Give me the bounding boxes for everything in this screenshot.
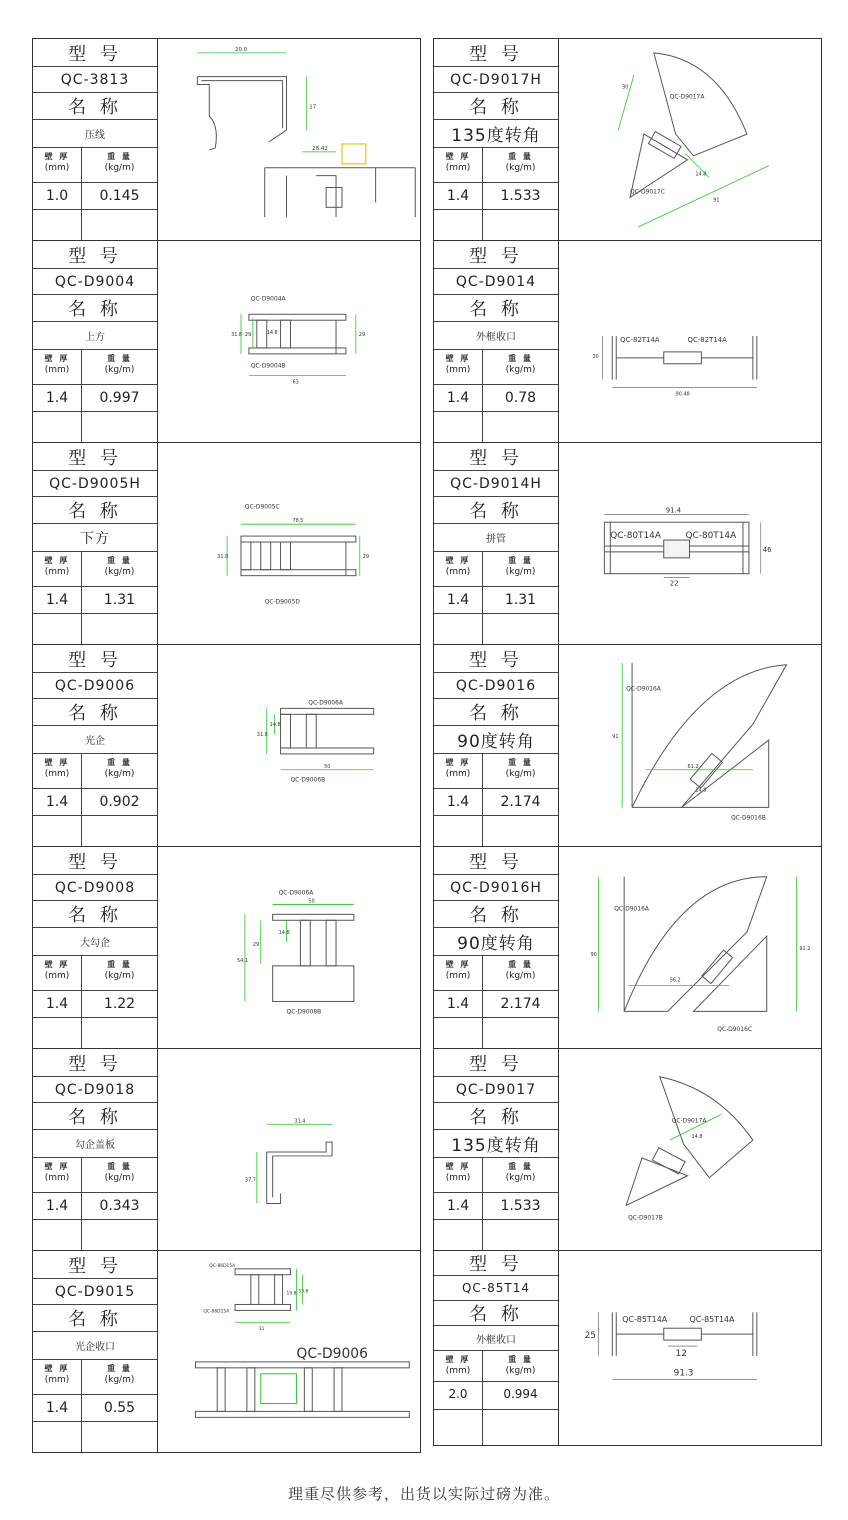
model-heading: 型 号 xyxy=(33,241,157,269)
weight-value: 2.174 xyxy=(500,794,541,810)
weight-heading: 重 量 xyxy=(107,1364,132,1373)
thickness-value: 1.4 xyxy=(45,390,69,406)
dimension-label: 61.2 xyxy=(687,763,699,770)
part-label: QC-86D15A xyxy=(209,1263,236,1269)
thickness-unit: (mm) xyxy=(44,971,70,981)
product-name: 外框收口 xyxy=(434,1326,558,1351)
weight-value: 0.343 xyxy=(99,1198,140,1214)
profile-drawing xyxy=(558,241,821,442)
thickness-unit: (mm) xyxy=(44,1173,70,1183)
name-heading: 名 称 xyxy=(434,901,558,928)
model-heading: 型 号 xyxy=(434,847,558,875)
model-heading: 型 号 xyxy=(434,39,558,67)
part-label: QC-82T14A xyxy=(620,335,660,344)
thickness-value: 1.4 xyxy=(446,996,470,1012)
name-heading: 名 称 xyxy=(434,1301,558,1326)
weight-heading: 重 量 xyxy=(107,556,132,565)
part-label: QC-D9006 xyxy=(296,1345,368,1362)
thickness-heading: 壁 厚 xyxy=(44,1162,70,1171)
profile-drawing xyxy=(558,645,821,846)
model-heading: 型 号 xyxy=(434,1251,558,1276)
part-label: QC-85T14A xyxy=(689,1315,735,1325)
dimension-label: 14.8 xyxy=(266,330,278,337)
dimension-label: 91.4 xyxy=(665,506,682,515)
product-name: 拼管 xyxy=(434,524,558,552)
weight-unit: (kg/m) xyxy=(104,567,135,577)
thickness-value: 1.4 xyxy=(446,592,470,608)
thickness-value: 1.4 xyxy=(446,390,470,406)
dimension-label: 91 xyxy=(713,197,720,204)
thickness-heading: 壁 厚 xyxy=(445,556,471,565)
dimension-label: 90.48 xyxy=(675,391,690,398)
weight-heading: 重 量 xyxy=(107,354,132,363)
weight-heading: 重 量 xyxy=(508,354,533,363)
product-code: QC-D9014 xyxy=(434,269,558,295)
name-heading: 名 称 xyxy=(434,93,558,120)
product-info-table xyxy=(434,39,559,240)
weight-unit: (kg/m) xyxy=(505,1173,536,1183)
dimension-label: 50 xyxy=(324,763,331,770)
product-card-qc-d9016h xyxy=(433,846,822,1049)
dimension-label: 37.7 xyxy=(244,1177,256,1184)
part-label: QC-D9016A xyxy=(626,685,661,693)
weight-heading: 重 量 xyxy=(508,152,533,161)
dimension-label: 14.8 xyxy=(695,171,707,178)
weight-unit: (kg/m) xyxy=(505,769,536,779)
dimension-label: 19.8 xyxy=(286,1291,297,1297)
weight-unit: (kg/m) xyxy=(104,1375,135,1385)
weight-unit: (kg/m) xyxy=(505,567,536,577)
weight-heading: 重 量 xyxy=(107,758,132,767)
thickness-value: 1.4 xyxy=(45,1400,69,1416)
name-heading: 名 称 xyxy=(434,497,558,524)
thickness-value: 2.0 xyxy=(448,1387,468,1401)
product-info-table xyxy=(434,241,559,442)
product-card-qc-d9008 xyxy=(32,846,421,1049)
product-name: 下方 xyxy=(33,524,157,552)
thickness-unit: (mm) xyxy=(445,971,471,981)
thickness-unit: (mm) xyxy=(445,365,471,375)
weight-value: 1.22 xyxy=(103,996,136,1012)
product-info-table xyxy=(33,847,158,1048)
product-name: 135度转角 xyxy=(434,1130,558,1158)
footer-note: 理重尽供参考，出货以实际过磅为准。 xyxy=(287,1485,560,1503)
profile-drawing xyxy=(558,1251,821,1445)
product-name: 外框收口 xyxy=(434,322,558,350)
profile-drawing xyxy=(157,1049,420,1250)
product-info-table xyxy=(33,39,158,240)
thickness-heading: 壁 厚 xyxy=(44,758,70,767)
part-label: QC-D9006A xyxy=(308,699,344,707)
profile-drawing xyxy=(157,241,420,442)
weight-value: 0.902 xyxy=(99,794,140,810)
product-code: QC-D9014H xyxy=(434,471,558,497)
thickness-heading: 壁 厚 xyxy=(445,1162,471,1171)
dimension-label: 78.5 xyxy=(292,518,304,525)
dimension-label: 63 xyxy=(292,379,299,386)
thickness-unit: (mm) xyxy=(44,567,70,577)
model-heading: 型 号 xyxy=(434,443,558,471)
dimension-label: 12 xyxy=(675,1348,687,1359)
part-label: QC-D9004A xyxy=(250,295,286,303)
name-heading: 名 称 xyxy=(33,901,157,928)
dimension-label: 54.1 xyxy=(237,957,249,964)
thickness-heading: 壁 厚 xyxy=(445,758,471,767)
part-label: QC-D9006A xyxy=(278,889,314,897)
dimension-label: 31 xyxy=(258,1327,265,1333)
product-name: 压线 xyxy=(33,120,157,148)
product-name: 勾企盖板 xyxy=(33,1130,157,1158)
part-label: QC-D9017A xyxy=(669,93,705,101)
weight-value: 0.78 xyxy=(504,390,537,406)
product-code: QC-3813 xyxy=(33,67,157,93)
part-label: QC-D9006B xyxy=(290,776,326,784)
dimension-label: 14.8 xyxy=(695,787,707,794)
thickness-value: 1.4 xyxy=(446,1198,470,1214)
product-code: QC-D9017H xyxy=(434,67,558,93)
weight-unit: (kg/m) xyxy=(505,971,536,981)
dimension-label: 14.8 xyxy=(691,1134,703,1141)
product-code: QC-D9006 xyxy=(33,673,157,699)
model-heading: 型 号 xyxy=(33,1049,157,1077)
product-code: QC-D9017 xyxy=(434,1077,558,1103)
thickness-unit: (mm) xyxy=(445,567,471,577)
weight-value: 1.31 xyxy=(103,592,136,608)
thickness-value: 1.4 xyxy=(45,794,69,810)
product-code: QC-D9016H xyxy=(434,875,558,901)
dimension-label: 30 xyxy=(592,353,599,360)
part-label: QC-D9005D xyxy=(264,598,300,606)
product-card-qc-d9006 xyxy=(32,644,421,847)
dimension-label: 31.8 xyxy=(217,553,229,560)
thickness-value: 1.4 xyxy=(45,592,69,608)
profile-drawing xyxy=(157,1251,420,1452)
product-name: 90度转角 xyxy=(434,928,558,956)
product-code: QC-D9004 xyxy=(33,269,157,295)
weight-value: 2.174 xyxy=(500,996,541,1012)
model-heading: 型 号 xyxy=(33,39,157,67)
weight-unit: (kg/m) xyxy=(104,769,135,779)
product-info-table xyxy=(33,1251,158,1452)
product-info-table xyxy=(33,241,158,442)
product-code: QC-85T14 xyxy=(434,1276,558,1301)
product-card-qc-85t14 xyxy=(433,1250,822,1446)
weight-heading: 重 量 xyxy=(508,556,533,565)
dimension-label: 46 xyxy=(762,545,772,554)
weight-heading: 重 量 xyxy=(508,758,533,767)
product-code: QC-D9008 xyxy=(33,875,157,901)
weight-value: 1.31 xyxy=(504,592,537,608)
dimension-label: 30 xyxy=(622,84,629,91)
dimension-label: 14.8 xyxy=(269,722,281,729)
name-heading: 名 称 xyxy=(33,497,157,524)
dimension-label: 29 xyxy=(244,332,252,339)
thickness-heading: 壁 厚 xyxy=(445,1355,471,1364)
thickness-value: 1.4 xyxy=(45,996,69,1012)
name-heading: 名 称 xyxy=(33,699,157,726)
weight-unit: (kg/m) xyxy=(104,163,135,173)
part-label: QC-D9017A xyxy=(671,1117,707,1125)
dimension-label: 91 xyxy=(612,734,619,741)
product-info-table xyxy=(33,645,158,846)
product-name: 光企收口 xyxy=(33,1332,157,1360)
profile-drawing xyxy=(157,645,420,846)
weight-unit: (kg/m) xyxy=(104,365,135,375)
part-label: QC-D9017B xyxy=(628,1214,663,1222)
dimension-label: 50 xyxy=(308,898,315,905)
product-card-qc-d9015 xyxy=(32,1250,421,1453)
thickness-heading: 壁 厚 xyxy=(44,556,70,565)
dimension-label: 31.8 xyxy=(256,732,268,739)
weight-unit: (kg/m) xyxy=(104,971,135,981)
profile-drawing xyxy=(157,847,420,1048)
product-card-qc-d9016 xyxy=(433,644,822,847)
thickness-heading: 壁 厚 xyxy=(445,960,471,969)
product-name: 上方 xyxy=(33,322,157,350)
weight-heading: 重 量 xyxy=(508,1162,533,1171)
name-heading: 名 称 xyxy=(434,295,558,322)
thickness-value: 1.4 xyxy=(446,794,470,810)
dimension-label: 29 xyxy=(358,332,366,339)
thickness-unit: (mm) xyxy=(44,163,70,173)
dimension-label: 90 xyxy=(590,951,597,958)
product-code: QC-D9015 xyxy=(33,1279,157,1305)
profile-drawing xyxy=(558,39,821,240)
dimension-label: 20.0 xyxy=(235,46,248,53)
model-heading: 型 号 xyxy=(33,1251,157,1279)
part-label: QC-D9005C xyxy=(244,503,280,511)
product-card-qc-d9014h xyxy=(433,442,822,645)
product-card-qc-d9014 xyxy=(433,240,822,443)
product-info-table xyxy=(434,443,559,644)
part-label: QC-80T14A xyxy=(685,531,737,542)
profile-drawing xyxy=(558,847,821,1048)
part-label: QC-85T14A xyxy=(622,1315,668,1325)
weight-value: 1.533 xyxy=(500,188,541,204)
thickness-unit: (mm) xyxy=(44,1375,70,1385)
profile-drawing xyxy=(558,1049,821,1250)
part-label: QC-D9016B xyxy=(731,814,766,822)
weight-value: 0.994 xyxy=(503,1387,538,1401)
weight-unit: (kg/m) xyxy=(505,1366,536,1376)
dimension-label: 14.8 xyxy=(278,930,290,937)
part-label: QC-D9016A xyxy=(614,905,649,913)
part-label: QC-D9004B xyxy=(250,362,286,370)
product-name: 大勾企 xyxy=(33,928,157,956)
profile-drawing xyxy=(157,443,420,644)
dimension-label: 56.2 xyxy=(669,977,681,984)
weight-heading: 重 量 xyxy=(508,1355,533,1364)
dimension-label: 22 xyxy=(669,579,679,588)
name-heading: 名 称 xyxy=(434,1103,558,1130)
part-label: QC-86D15A xyxy=(203,1309,230,1315)
product-card-qc-d9004 xyxy=(32,240,421,443)
model-heading: 型 号 xyxy=(434,241,558,269)
weight-heading: 重 量 xyxy=(107,1162,132,1171)
product-card-qc-d9017 xyxy=(433,1048,822,1251)
weight-value: 1.533 xyxy=(500,1198,541,1214)
dimension-label: 25 xyxy=(584,1331,596,1342)
part-label: QC-82T14A xyxy=(687,335,727,344)
weight-unit: (kg/m) xyxy=(104,1173,135,1183)
profile-drawing-svg xyxy=(157,39,420,240)
profile-drawing xyxy=(558,443,821,644)
name-heading: 名 称 xyxy=(33,93,157,120)
product-card-qc-d9005h xyxy=(32,442,421,645)
model-heading: 型 号 xyxy=(33,847,157,875)
model-heading: 型 号 xyxy=(434,1049,558,1077)
product-info-table xyxy=(33,443,158,644)
thickness-value: 1.4 xyxy=(446,188,470,204)
weight-heading: 重 量 xyxy=(107,960,132,969)
product-info-table xyxy=(33,1049,158,1250)
product-name: 135度转角 xyxy=(434,120,558,148)
dimension-label: 53.8 xyxy=(298,1289,309,1295)
thickness-heading: 壁 厚 xyxy=(44,1364,70,1373)
product-name: 90度转角 xyxy=(434,726,558,754)
dimension-label: 31.4 xyxy=(294,1118,306,1125)
weight-unit: (kg/m) xyxy=(505,163,536,173)
part-label: QC-D9016C xyxy=(717,1026,753,1034)
thickness-unit: (mm) xyxy=(445,1173,471,1183)
profile-drawing xyxy=(157,39,420,240)
weight-heading: 重 量 xyxy=(508,960,533,969)
product-info-table xyxy=(434,1049,559,1250)
dimension-label: 29 xyxy=(362,553,370,560)
product-card-qc-d9017h xyxy=(433,38,822,241)
dimension-label: 17 xyxy=(309,104,317,111)
name-heading: 名 称 xyxy=(33,1305,157,1332)
product-card-qc-3813 xyxy=(32,38,421,241)
thickness-value: 1.4 xyxy=(45,1198,69,1214)
product-card-qc-d9018 xyxy=(32,1048,421,1251)
thickness-heading: 壁 厚 xyxy=(44,960,70,969)
dimension-label: 28.42 xyxy=(312,145,328,152)
name-heading: 名 称 xyxy=(434,699,558,726)
model-heading: 型 号 xyxy=(33,443,157,471)
weight-heading: 重 量 xyxy=(107,152,132,161)
thickness-unit: (mm) xyxy=(445,163,471,173)
weight-value: 0.997 xyxy=(99,390,140,406)
part-label: QC-D9017C xyxy=(630,188,665,196)
model-heading: 型 号 xyxy=(434,645,558,673)
part-label: QC-D9008B xyxy=(286,1008,322,1016)
product-info-table xyxy=(434,1251,559,1445)
product-name: 光企 xyxy=(33,726,157,754)
product-info-table xyxy=(434,645,559,846)
thickness-unit: (mm) xyxy=(445,1366,471,1376)
thickness-heading: 壁 厚 xyxy=(44,354,70,363)
model-heading: 型 号 xyxy=(33,645,157,673)
thickness-value: 1.0 xyxy=(45,188,69,204)
thickness-unit: (mm) xyxy=(44,365,70,375)
thickness-heading: 壁 厚 xyxy=(44,152,70,161)
thickness-heading: 壁 厚 xyxy=(445,354,471,363)
weight-value: 0.55 xyxy=(103,1400,136,1416)
name-heading: 名 称 xyxy=(33,295,157,322)
thickness-unit: (mm) xyxy=(445,769,471,779)
dimension-label: 29 xyxy=(252,942,260,949)
product-info-table xyxy=(434,847,559,1048)
name-heading: 名 称 xyxy=(33,1103,157,1130)
product-code: QC-D9005H xyxy=(33,471,157,497)
weight-unit: (kg/m) xyxy=(505,365,536,375)
thickness-unit: (mm) xyxy=(44,769,70,779)
part-label: QC-80T14A xyxy=(610,531,661,542)
dimension-label: 91.3 xyxy=(673,1368,694,1379)
product-code: QC-D9018 xyxy=(33,1077,157,1103)
product-code: QC-D9016 xyxy=(434,673,558,699)
weight-value: 0.145 xyxy=(99,188,140,204)
dimension-label: 31.8 xyxy=(231,332,243,339)
dimension-label: 91.2 xyxy=(799,945,811,952)
thickness-heading: 壁 厚 xyxy=(445,152,471,161)
